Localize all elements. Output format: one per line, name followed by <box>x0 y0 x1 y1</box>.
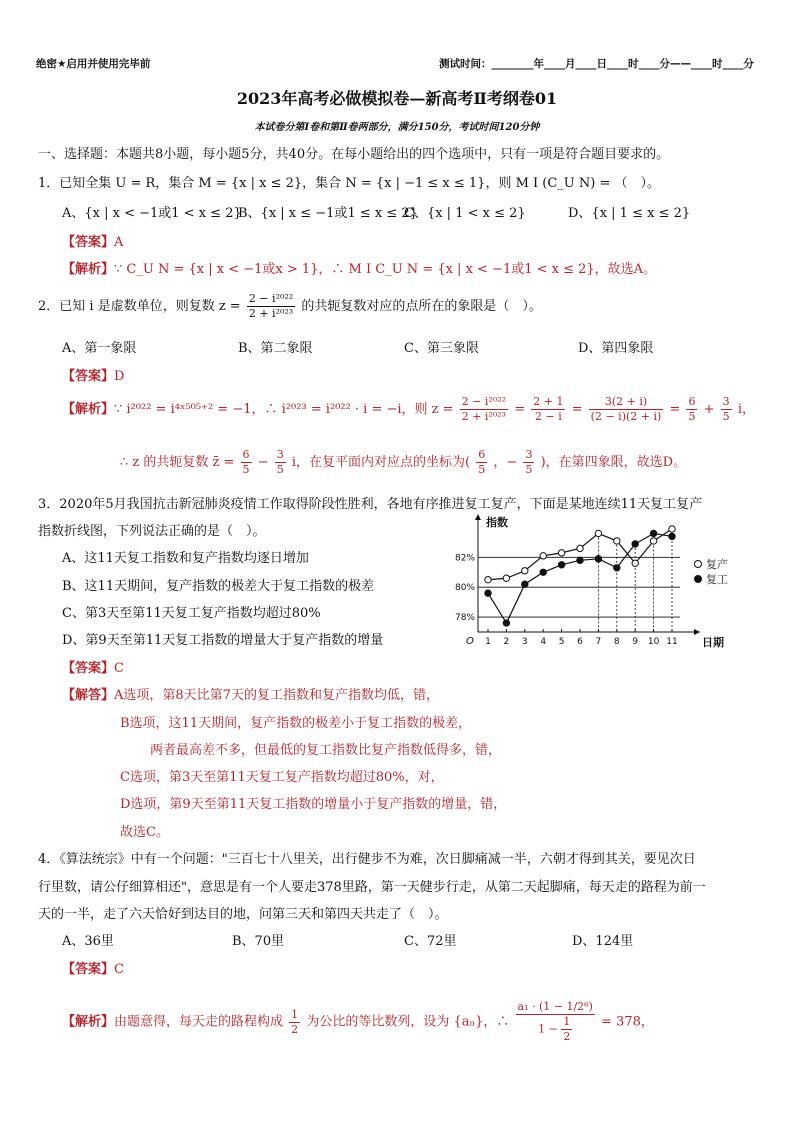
q3-solution-2: B选项，这11天期间，复产指数的极差小于复工指数的极差， <box>120 716 472 731</box>
q3-stem-1: 3．2020年5月我国抗击新冠肺炎疫情工作取得阶段性胜利，各地有序推进复工复产，下面是某地连续11天复工复产 <box>38 497 703 512</box>
q1-option-b: B、{x | x ≤ −1或1 ≤ x ≤ 2} <box>238 206 418 221</box>
x-tick-label: 8 <box>613 637 620 647</box>
series-0-point <box>595 530 601 536</box>
x-tick-label: 5 <box>558 637 565 647</box>
q2-option-a: A、第一象限 <box>62 341 137 356</box>
series-line-0 <box>488 529 672 580</box>
secret-label: 绝密★启用并使用完毕前 <box>36 58 151 70</box>
q1-analysis: 【解析】∵ C_U N = {x | x < −1或x > 1}，∴ M I C_U N = {x | x < −1或1 < x ≤ 2}，故选A。 <box>62 262 657 277</box>
series-0-point <box>558 550 564 556</box>
series-0-point <box>503 575 509 581</box>
x-tick-label: 6 <box>577 637 583 647</box>
series-0-point <box>577 545 583 551</box>
x-axis-label: 日期 <box>702 636 724 649</box>
paper-title: 2023年高考必做模拟卷—新高考Ⅱ考纲卷01 <box>236 89 558 108</box>
q3-stem-2: 指数折线图，下列说法正确的是（ ）。 <box>38 524 266 539</box>
origin-label: O <box>466 636 474 647</box>
q2-stem: 2．已知 i 是虚数单位，则复数 z = $\frac{\text{2 − i²⁰²²}}{\text{2 + i²⁰²³}}$ 的共轭复数对应的点所在的象限是（ ）。 <box>38 292 542 320</box>
q4-stem-2: 行里数，请公仔细算相还"，意思是有一个人要走378里路，第一天健步行走，从第二天起脚痛，每天走的路程为前一 <box>38 880 706 895</box>
q2-analysis-2: ∴ z 的共轭复数 z̄ = $\frac{6}{5}$ − $\frac{3}{5}$ i，在复平面内对应点的坐标为( $\frac{6}{5}$ ，− $\frac{3}{5}$ )，在第四象限，故选D。 <box>120 448 687 476</box>
series-0-point <box>522 568 528 574</box>
x-tick-label: 9 <box>632 637 639 647</box>
y-axis-arrow <box>475 514 481 520</box>
series-0-point <box>650 538 656 544</box>
q2-option-c: C、第三象限 <box>404 341 479 356</box>
series-1-point <box>540 569 546 575</box>
x-tick-label: 11 <box>666 637 678 647</box>
series-1-point <box>558 562 564 568</box>
legend-label-1: 复工 <box>706 573 728 586</box>
x-tick-label: 10 <box>647 637 660 647</box>
series-0-point <box>485 577 491 583</box>
legend-marker-1 <box>695 576 702 583</box>
section-heading: 一、选择题：本题共8小题，每小题5分，共40分。在每小题给出的四个选项中，只有一项是符合题目要求的。 <box>38 147 670 162</box>
q4-analysis: 【解析】由题意得，每天走的路程构成 $\frac{1}{2}$ 为公比的等比数列，设为 {aₙ}，∴ a₁ · (1 − 1/2⁶) 1 − $\frac{1}{2}$ = 378， <box>62 1000 654 1043</box>
series-1-point <box>485 590 491 596</box>
x-axis-arrow <box>694 629 700 635</box>
q3-solution-5: D选项，第9天至第11天复工指数的增量小于复产指数的增量，错， <box>120 797 507 812</box>
x-tick-label: 7 <box>595 637 602 647</box>
q4-stem-1: 4．《算法统宗》中有一个问题："三百七十八里关，出行健步不为难，次日脚痛减一半，六朝才得到其关，要见次日 <box>38 852 696 867</box>
q3-option-c: C、第3天至第11天复工复产指数均超过80% <box>62 606 321 621</box>
q3-solution-4: C选项，第3天至第11天复工复产指数均超过80%，对， <box>120 770 444 785</box>
legend-marker-0 <box>695 561 702 568</box>
x-tick-label: 2 <box>503 637 510 647</box>
q2-analysis-1: 【解析】∵ i²⁰²² = i⁴ˣ⁵⁰⁵⁺² = −1，∴ i²⁰²³ = i²⁰²² · i = −i，则 z = $\frac{\text{2 − i²⁰²²}}{\text{2 + i²⁰²³}}$ = $\frac{2 + 1}{2 - i}$ = $\frac{3(2 + i)}{(2 - i)(2 + i)}$ = $\frac{6}{5}$ + $\frac{3}{5}$ i， <box>62 395 755 423</box>
series-1-point <box>632 541 638 547</box>
q1-answer: 【答案】A <box>62 235 124 250</box>
series-0-point <box>632 560 638 566</box>
page-header <box>36 56 754 74</box>
q1-stem: 1．已知全集 U = R，集合 M = {x | x ≤ 2}，集合 N = {x | −1 ≤ x ≤ 1}，则 M I (C_U N) = （ ）。 <box>38 176 661 191</box>
q3-solution-3: 两者最高差不多，但最低的复工指数比复产指数低得多，错， <box>150 743 502 758</box>
q3-option-a: A、这11天复工指数和复产指数均逐日增加 <box>62 551 309 566</box>
series-0-point <box>540 553 546 559</box>
q2-answer: 【答案】D <box>62 369 125 384</box>
q1-option-d: D、{x | 1 ≤ x ≤ 2} <box>568 206 691 221</box>
x-tick-label: 4 <box>540 637 547 647</box>
series-1-point <box>595 556 601 562</box>
q4-answer: 【答案】C <box>62 962 124 977</box>
series-1-point <box>614 565 620 571</box>
q1-option-c: C、{x | 1 < x ≤ 2} <box>404 206 526 221</box>
x-tick-label: 3 <box>521 637 528 647</box>
x-tick-label: 1 <box>485 637 491 647</box>
y-tick-label: 78% <box>454 613 475 624</box>
q4-option-a: A、36里 <box>62 934 114 949</box>
q1-option-a: A、{x | x < −1或1 < x ≤ 2} <box>62 206 242 221</box>
q3-option-b: B、这11天期间，复产指数的极差大于复工指数的极差 <box>62 579 375 594</box>
index-line-chart <box>448 512 728 662</box>
y-tick-label: 82% <box>454 553 475 564</box>
q4-option-b: B、70里 <box>232 934 285 949</box>
paper-subtitle: 本试卷分第Ⅰ卷和第Ⅱ卷两部分，满分150分，考试时间120分钟 <box>254 122 540 133</box>
series-1-point <box>503 620 509 626</box>
q2-option-d: D、第四象限 <box>578 341 654 356</box>
q3-answer: 【答案】C <box>62 661 124 676</box>
series-0-point <box>614 538 620 544</box>
y-axis-label: 指数 <box>486 516 508 529</box>
q4-stem-3: 天的一半，走了六天恰好到达目的地，问第三天和第四天共走了（ ）。 <box>38 907 448 922</box>
y-tick-label: 80% <box>454 583 475 594</box>
q4-option-d: D、124里 <box>572 934 634 949</box>
q3-option-d: D、第9天至第11天复工指数的增量大于复产指数的增量 <box>62 633 384 648</box>
series-1-point <box>669 533 675 539</box>
legend-label-0: 复产 <box>706 558 728 571</box>
series-1-point <box>522 581 528 587</box>
series-1-point <box>577 557 583 563</box>
q4-option-c: C、72里 <box>404 934 457 949</box>
test-time: 测试时间：________年____月____日____时____分——____时____分 <box>439 58 754 70</box>
series-1-point <box>650 530 656 536</box>
q3-solution-6: 故选C。 <box>120 825 169 840</box>
q2-option-b: B、第二象限 <box>238 341 313 356</box>
q3-solution-1: 【解答】A选项，第8天比第7天的复工指数和复产指数均低，错， <box>62 688 439 703</box>
series-0-point <box>669 526 675 532</box>
